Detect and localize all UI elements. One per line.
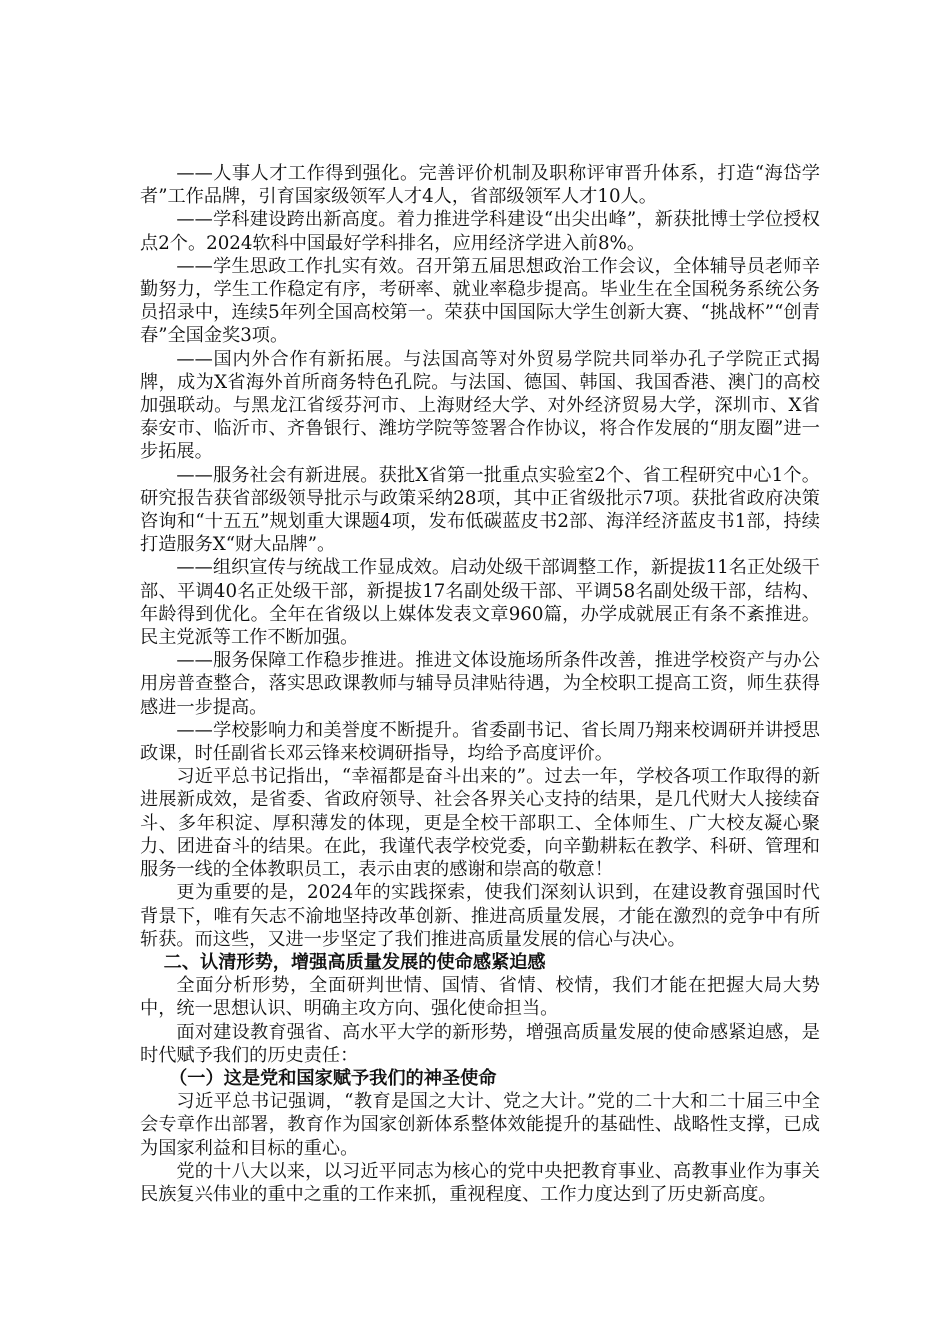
paragraph-organization: ——组织宣传与统战工作显成效。启动处级干部调整工作，新提拔11名正处级干部、平调40名正处级干部，新提拔17名副处级干部、平调58名副处级干部，结构、年龄得到优化。全年在省级以上媒体发表文章960篇，办学成就展正有条不紊推进。民主党派等工作不断加强。 xyxy=(140,557,820,649)
document-page xyxy=(140,162,820,1206)
section-heading-2: 二、认清形势，增强高质量发展的使命感紧迫感 xyxy=(163,951,546,973)
paragraph-influence: ——学校影响力和美誉度不断提升。省委副书记、省长周乃翔来校调研并讲授思政课，时任副省长邓云锋来校调研指导，均给予高度评价。 xyxy=(140,719,820,765)
paragraph-education-strategy: 习近平总书记强调，“教育是国之大计、党之大计。”党的二十大和二十届三中全会专章作出部署，教育作为国家创新体系整体效能提升的基础性、战略性支撑，已成为国家利益和目标的重心。 xyxy=(140,1091,820,1159)
paragraph-gratitude: 习近平总书记指出，“幸福都是奋斗出来的”。过去一年，学校各项工作取得的新进展新成效，是省委、省政府领导、社会各界关心支持的结果，是几代财大人接续奋斗、多年积淀、厚积薄发的体现，更是全校干部职工、全体师生、广大校友凝心聚力、团进奋斗的结果。在此，我谨代表学校党委，向辛勤耕耘在教学、科研、管理和服务一线的全体教职员工，表示由衷的感谢和崇高的敬意！ xyxy=(140,766,820,881)
paragraph-talent: ——人事人才工作得到强化。完善评价机制及职称评审晋升体系，打造“海岱学者”工作品牌，引育国家级领军人才4人，省部级领军人才10人。 xyxy=(140,163,820,208)
paragraph-cooperation: ——国内外合作有新拓展。与法国高等对外贸易学院共同举办孔子学院正式揭牌，成为X省海外首所商务特色孔院。与法国、德国、韩国、我国香港、澳门的高校加强联动。与黑龙江省绥芬河市、上海财经大学、对外经济贸易大学，深圳市、X省泰安市、临沂市、齐鲁银行、潍坊学院等签署合作协议，将合作发展的“朋友圈”进一步拓展。 xyxy=(140,348,820,463)
paragraph-situation-analysis: 全面分析形势，全面研判世情、国情、省情、校情，我们才能在把握大局大势中，统一思想认识、明确主攻方向、强化使命担当。 xyxy=(140,975,820,1020)
paragraph-party-central: 党的十八大以来，以习近平同志为核心的党中央把教育事业、高教事业作为事关民族复兴伟业的重中之重的工作来抓，重视程度、工作力度达到了历史新高度。 xyxy=(140,1160,820,1205)
paragraph-new-situation: 面对建设教育强省、高水平大学的新形势，增强高质量发展的使命感紧迫感，是时代赋予我们的历史责任： xyxy=(140,1021,820,1066)
subsection-heading-1: （一）这是党和国家赋予我们的神圣使命 xyxy=(169,1067,497,1089)
paragraph-support: ——服务保障工作稳步推进。推进文体设施场所条件改善，推进学校资产与办公用房普查整合，落实思政课教师与辅导员津贴待遇，为全校职工提高工资，师生获得感进一步提高。 xyxy=(140,650,820,718)
paragraph-discipline: ——学科建设跨出新高度。着力推进学科建设“出尖出峰”，新获批博士学位授权点2个。2024软科中国最好学科排名，应用经济学进入前8%。 xyxy=(140,209,820,254)
paragraph-social-service: ——服务社会有新进展。获批X省第一批重点实验室2个、省工程研究中心1个。研究报告获省部级领导批示与政策采纳28项，其中正省级批示7项。获批省政府决策咨询和“十五五”规划重大课题4项，发布低碳蓝皮书2部、海洋经济蓝皮书1部，持续打造服务X“财大品牌”。 xyxy=(140,464,820,556)
paragraph-reflection: 更为重要的是，2024年的实践探索，使我们深刻认识到，在建设教育强国时代背景下，唯有矢志不渝地坚持改革创新、推进高质量发展，才能在激烈的竞争中有所斩获。而这些，又进一步坚定了我们推进高质量发展的信心与决心。 xyxy=(140,882,820,950)
paragraph-student-work: ——学生思政工作扎实有效。召开第五届思想政治工作会议，全体辅导员老师辛勤努力，学生工作稳定有序，考研率、就业率稳步提高。毕业生在全国税务系统公务员招录中，连续5年列全国高校第一。荣获中国国际大学生创新大赛、“挑战杯”“创青春”全国金奖3项。 xyxy=(140,255,820,347)
